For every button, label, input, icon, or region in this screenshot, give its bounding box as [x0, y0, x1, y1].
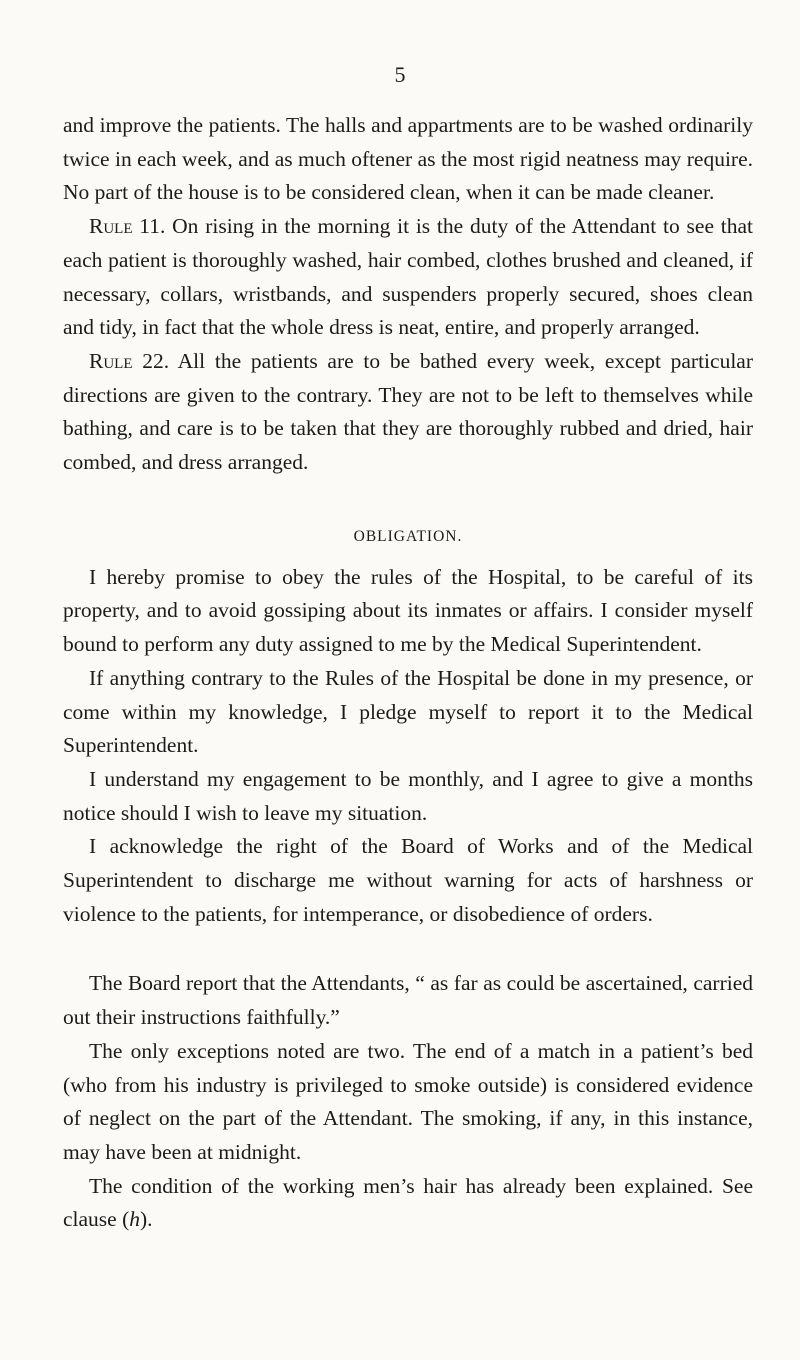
hair-condition-end: ).: [140, 1207, 153, 1232]
page-body: [63, 109, 753, 1237]
obligation-paragraph: I acknowledge the right of the Board of Works and of the Medical Superintendent to discharge me without warning for acts of harshness or violence to the patients, for intemperance, or disobedience of orders.: [63, 834, 753, 926]
obligation-heading: OBLIGATION.: [353, 527, 463, 545]
obligation-paragraph: If anything contrary to the Rules of the Hospital be done in my presence, or come within my knowledge, I pledge myself to report it to the Medical Superintendent.: [63, 665, 753, 758]
exceptions-paragraph: The only exceptions noted are two. The end of a match in a patient’s bed (who from his industry is privileged to smoke outside) is considered evidence of neglect on the part of the Attendant. The smoking, if any, in this instance, may have been at midnight.: [63, 1038, 753, 1164]
rule-11-label: Rule 11.: [89, 214, 166, 239]
rule-22-label: Rule 22.: [89, 348, 170, 373]
obligation-paragraph: I hereby promise to obey the rules of the Hospital, to be careful of its property, and to avoid gossiping about its inmates or affairs. I consider myself bound to perform any duty assigned to me by the Medical Superintendent.: [63, 564, 753, 657]
rule-11-text: On rising in the morning it is the duty of the Attendant to see that each patient is thoroughly washed, hair combed, clothes brushed and cleaned, if necessary, collars, wristbands, and suspenders properly secured, shoes clean and tidy, in fact that the whole dress is neat, entire, and properly arranged.: [63, 214, 754, 340]
clause-reference: h: [129, 1207, 141, 1232]
rule-22-paragraph: [63, 345, 753, 480]
obligation-paragraph: I understand my engagement to be monthly, and I agree to give a months notice should I wish to leave my situation.: [63, 766, 753, 825]
board-report-paragraph: The Board report that the Attendants, “ as far as could be ascertained, carried out their instructions faithfully.”: [63, 971, 753, 1030]
opening-paragraph: and improve the patients. The halls and appartments are to be washed ordinarily twice in each week, and as much oftener as the most rigid neatness may require. No part of the house is to be considered clean, when it can be made cleaner.: [63, 113, 753, 205]
rule-22-text: All the patients are to be bathed every week, except particular directions are given to the contrary. They are not to be left to themselves while bathing, and care is to be taken that they are thoroughly rubbed and dried, hair combed, and dress arranged.: [63, 348, 754, 475]
rule-11-paragraph: [63, 210, 753, 345]
page-number: 5: [394, 62, 406, 87]
hair-condition-paragraph: [63, 1170, 753, 1237]
hair-condition-text: The condition of the working men’s hair has already been explained. See clause (: [63, 1173, 753, 1232]
